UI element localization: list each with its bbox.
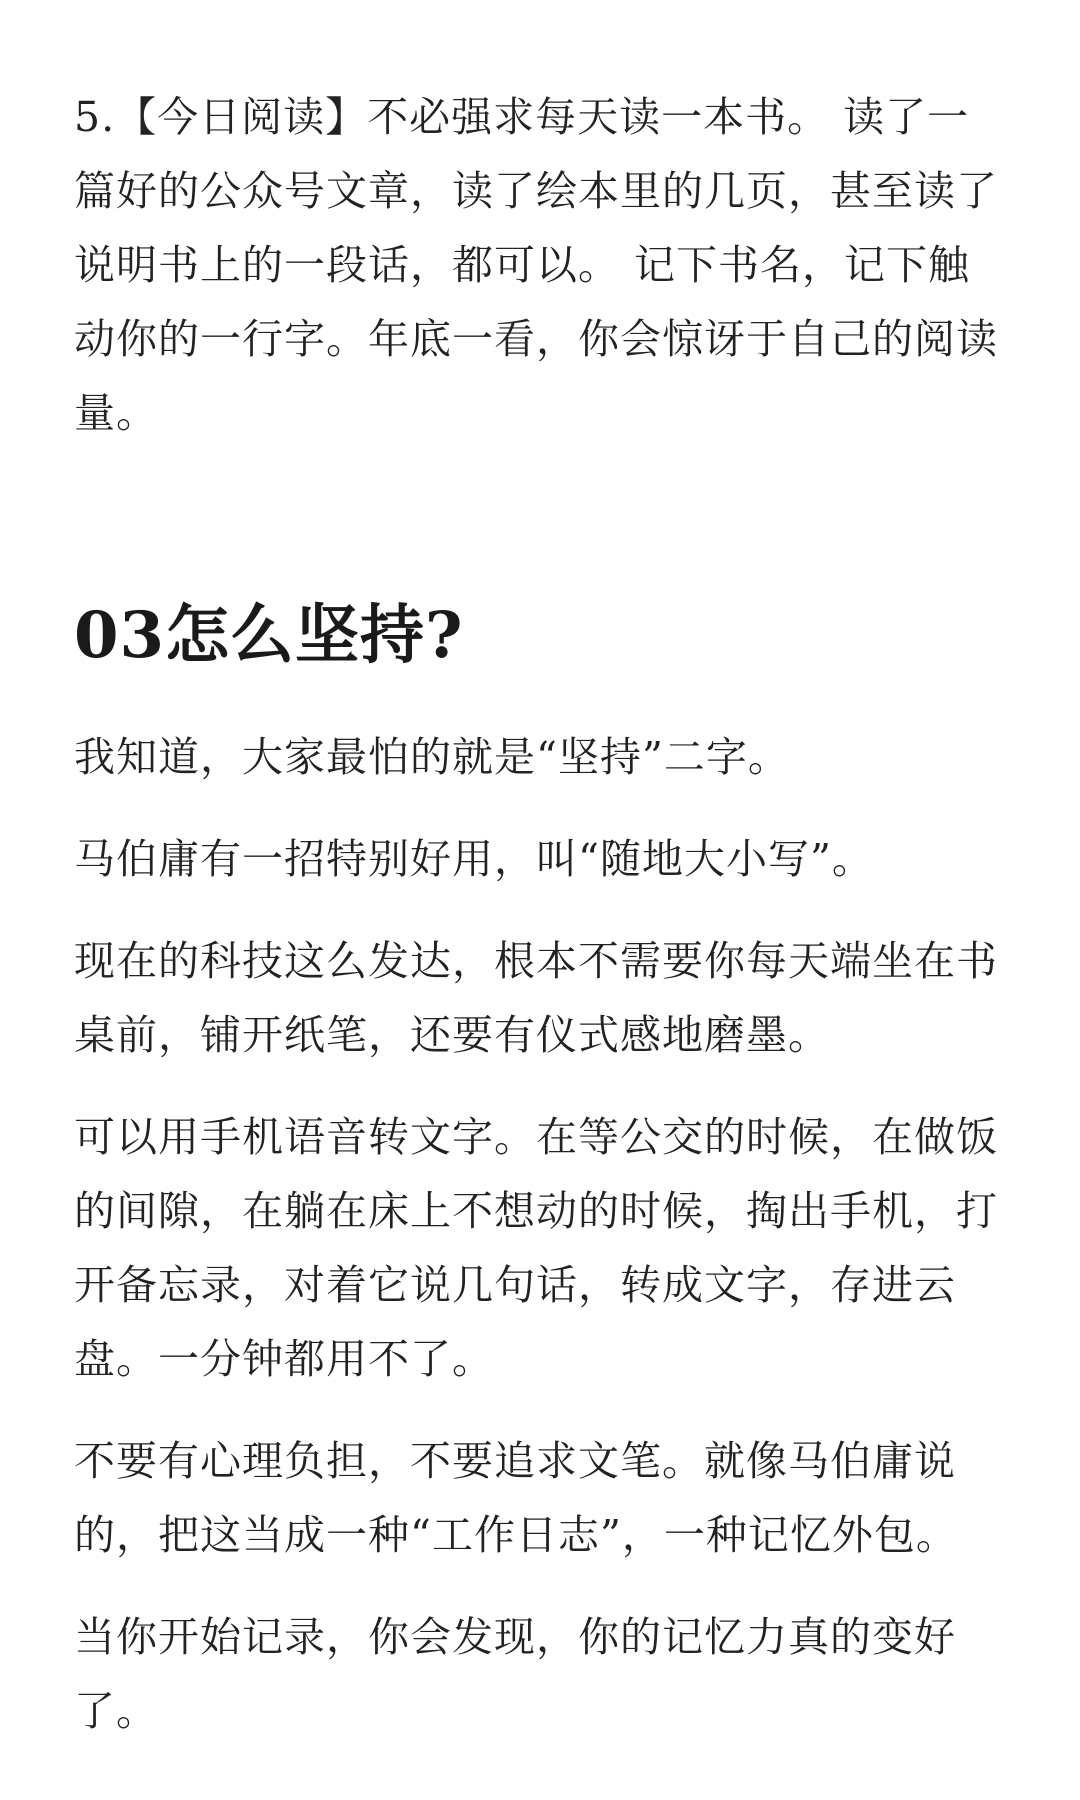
- section-heading: 03怎么坚持?: [74, 598, 464, 673]
- paragraph-fear-of-persistence: 我知道，大家最怕的就是“坚持”二字。: [74, 733, 790, 781]
- paragraph-ma-boyong-tip: 马伯庸有一招特别好用，叫“随地大小写”。: [74, 835, 874, 883]
- article-body: [74, 720, 1010, 1748]
- paragraph-technology: 现在的科技这么发达，根本不需要你每天端坐在书桌前，铺开纸笔，还要有仪式感地磨墨。: [74, 937, 998, 1059]
- paragraph-voice-to-text: 可以用手机语音转文字。在等公交的时候，在做饭的间隙，在躺在床上不想动的时候，掏出手机，打开备忘录，对着它说几句话，转成文字，存进云盘。一分钟都用不了。: [74, 1113, 998, 1383]
- intro-paragraph: 5.【今日阅读】不必强求每天读一本书。 读了一篇好的公众号文章，读了绘本里的几页，甚至读了说明书上的一段话，都可以。 记下书名，记下触动你的一行字。年底一看，你会惊讶于自己的阅读量。: [74, 93, 998, 437]
- paragraph-memory-improves: 当你开始记录，你会发现，你的记忆力真的变好了。: [74, 1613, 956, 1735]
- paragraph-no-pressure: 不要有心理负担，不要追求文笔。就像马伯庸说的，把这当成一种“工作日志”，一种记忆外包。: [74, 1437, 958, 1559]
